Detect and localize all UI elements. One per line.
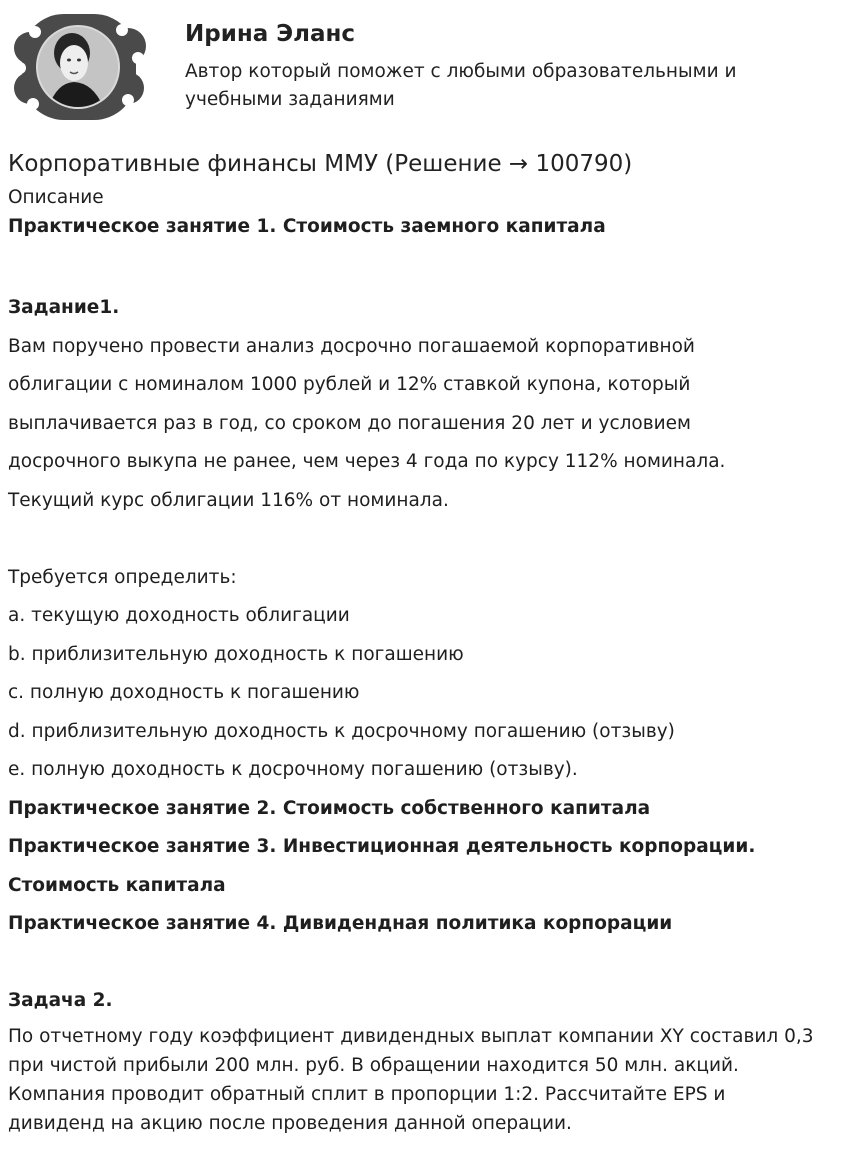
task-2-line: По отчетному году коэффициент дивидендных выплат компании XY составил 0,3 (8, 1025, 814, 1047)
author-header (8, 8, 838, 126)
description-label: Описание (8, 187, 104, 208)
document-body (8, 148, 840, 1138)
lesson-1-title: Практическое занятие 1. Стоимость заемного капитала (8, 216, 606, 237)
task-1-line: Вам поручено провести анализ досрочно погашаемой корпоративной (8, 335, 695, 357)
list-item: e. полную доходность к досрочному погашению (отзыву). (8, 759, 578, 780)
author-description: Автор который поможет с любыми образовательными и учебными заданиями (185, 61, 737, 110)
task-1-line: досрочного выкупа не ранее, чем через 4 года по курсу 112% номинала. (8, 451, 726, 472)
task-2-line: дивиденд на акцию после проведения данной операции. (8, 1112, 572, 1134)
lesson-3-title: Практическое занятие 3. Инвестиционная деятельность корпорации. (8, 836, 756, 857)
author-avatar (8, 8, 150, 126)
lesson-4-title: Практическое занятие 4. Дивидендная политика корпорации (8, 913, 673, 934)
lesson-3-title-continued: Стоимость капитала (8, 874, 226, 896)
required-label: Требуется определить: (8, 566, 237, 588)
task-2-line: при чистой прибыли 200 млн. руб. В обращении находится 50 млн. акций. (8, 1054, 739, 1076)
list-item: c. полную доходность к погашению (8, 682, 360, 703)
list-item: d. приблизительную доходность к досрочному погашению (отзыву) (8, 720, 675, 742)
task-1-line: выплачивается раз в год, со сроком до погашения 20 лет и условием (8, 412, 692, 434)
task-1-line: Текущий курс облигации 116% от номинала. (8, 489, 449, 511)
list-item: b. приблизительную доходность к погашению (8, 643, 464, 665)
author-name[interactable]: Ирина Эланс (185, 21, 356, 47)
task-2-title: Задача 2. (8, 990, 113, 1011)
task-1-title: Задание1. (8, 297, 120, 318)
lesson-2-title: Практическое занятие 2. Стоимость собственного капитала (8, 797, 651, 819)
page-title: Корпоративные финансы ММУ (Решение → 100790) (8, 151, 633, 177)
task-2-line: Компания проводит обратный сплит в пропорции 1:2. Рассчитайте EPS и (8, 1083, 726, 1105)
list-item: a. текущую доходность облигации (8, 605, 350, 626)
task-1-line: облигации с номиналом 1000 рублей и 12% ставкой купона, который (8, 374, 691, 395)
